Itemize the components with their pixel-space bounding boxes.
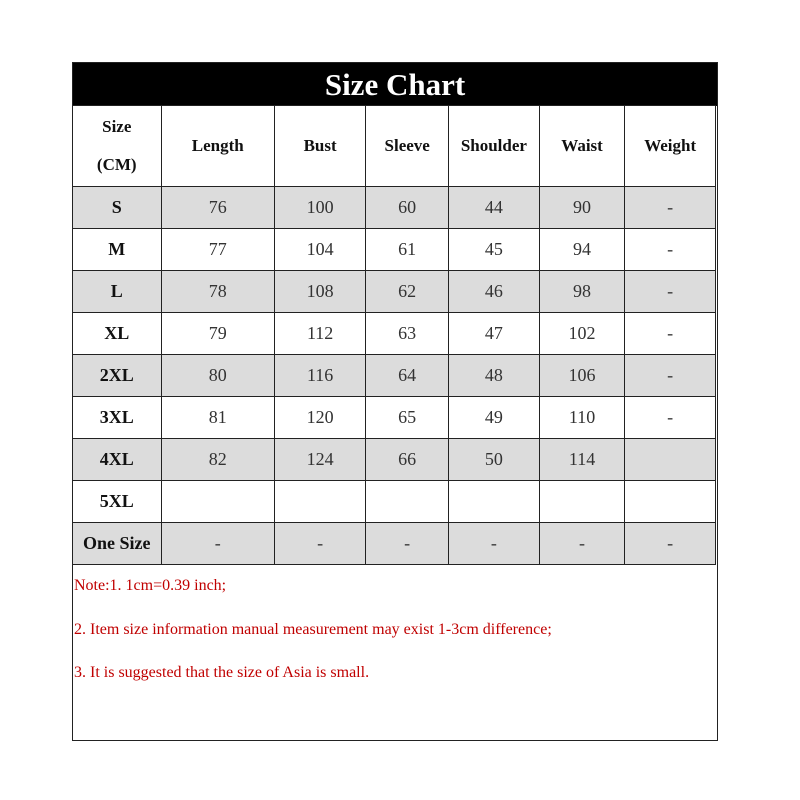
measurement-cell: 49	[449, 397, 540, 439]
header-weight: Weight	[625, 106, 716, 187]
measurement-cell	[625, 481, 716, 523]
header-shoulder: Shoulder	[449, 106, 540, 187]
measurement-cell: 64	[366, 355, 449, 397]
measurement-cell	[539, 481, 625, 523]
header-sleeve: Sleeve	[366, 106, 449, 187]
measurement-cell: 62	[366, 271, 449, 313]
measurement-cell: 48	[449, 355, 540, 397]
table-row	[73, 313, 716, 355]
measurement-cell	[625, 439, 716, 481]
measurement-cell: 98	[539, 271, 625, 313]
measurement-cell: 116	[274, 355, 365, 397]
measurement-cell: 104	[274, 229, 365, 271]
measurement-cell: 79	[161, 313, 274, 355]
measurement-cell: 76	[161, 187, 274, 229]
header-size	[73, 106, 162, 187]
measurement-cell: 63	[366, 313, 449, 355]
table-row	[73, 397, 716, 439]
note-1: Note:1. 1cm=0.39 inch;	[74, 577, 227, 594]
size-table	[72, 105, 716, 565]
measurement-cell: 45	[449, 229, 540, 271]
measurement-cell: 102	[539, 313, 625, 355]
measurement-cell: 100	[274, 187, 365, 229]
table-row	[73, 355, 716, 397]
table-row	[73, 229, 716, 271]
table-row	[73, 271, 716, 313]
chart-title: Size Chart	[73, 63, 717, 106]
measurement-cell	[161, 481, 274, 523]
measurement-cell: 46	[449, 271, 540, 313]
measurement-cell: 120	[274, 397, 365, 439]
note-2: 2. Item size information manual measurement may exist 1-3cm difference;	[74, 621, 552, 638]
measurement-cell: 82	[161, 439, 274, 481]
measurement-cell: -	[625, 355, 716, 397]
measurement-cell	[274, 481, 365, 523]
measurement-cell: -	[449, 523, 540, 565]
size-cell: M	[73, 229, 162, 271]
measurement-cell: 80	[161, 355, 274, 397]
header-waist: Waist	[539, 106, 625, 187]
measurement-cell: -	[625, 229, 716, 271]
measurement-cell: 78	[161, 271, 274, 313]
measurement-cell: 77	[161, 229, 274, 271]
size-cell: S	[73, 187, 162, 229]
header-size-label: Size	[102, 117, 132, 136]
measurement-cell: 106	[539, 355, 625, 397]
measurement-cell: 124	[274, 439, 365, 481]
size-cell: 3XL	[73, 397, 162, 439]
measurement-cell: -	[625, 187, 716, 229]
measurement-cell: 110	[539, 397, 625, 439]
size-cell: 4XL	[73, 439, 162, 481]
table-row	[73, 523, 716, 565]
note-3: 3. It is suggested that the size of Asia is small.	[74, 664, 370, 681]
size-cell: 2XL	[73, 355, 162, 397]
header-size-unit: (CM)	[96, 155, 137, 174]
header-bust: Bust	[274, 106, 365, 187]
size-cell: One Size	[73, 523, 162, 565]
measurement-cell: 60	[366, 187, 449, 229]
size-cell: L	[73, 271, 162, 313]
size-chart	[72, 62, 718, 741]
measurement-cell: -	[161, 523, 274, 565]
measurement-cell: 61	[366, 229, 449, 271]
measurement-cell: 66	[366, 439, 449, 481]
measurement-cell: -	[625, 271, 716, 313]
measurement-cell	[366, 481, 449, 523]
measurement-cell	[449, 481, 540, 523]
measurement-cell: 50	[449, 439, 540, 481]
measurement-cell: -	[539, 523, 625, 565]
measurement-cell: 47	[449, 313, 540, 355]
header-row	[73, 106, 716, 187]
header-length: Length	[161, 106, 274, 187]
measurement-cell: 108	[274, 271, 365, 313]
measurement-cell: -	[274, 523, 365, 565]
measurement-cell: -	[625, 313, 716, 355]
measurement-cell: 114	[539, 439, 625, 481]
size-rows	[73, 187, 716, 565]
table-row	[73, 439, 716, 481]
measurement-cell: -	[625, 397, 716, 439]
measurement-cell: 81	[161, 397, 274, 439]
measurement-cell: 94	[539, 229, 625, 271]
measurement-cell: 44	[449, 187, 540, 229]
measurement-cell: -	[366, 523, 449, 565]
size-cell: 5XL	[73, 481, 162, 523]
table-row	[73, 481, 716, 523]
measurement-cell: 90	[539, 187, 625, 229]
measurement-cell: 112	[274, 313, 365, 355]
table-row	[73, 187, 716, 229]
measurement-cell: -	[625, 523, 716, 565]
measurement-cell: 65	[366, 397, 449, 439]
size-cell: XL	[73, 313, 162, 355]
